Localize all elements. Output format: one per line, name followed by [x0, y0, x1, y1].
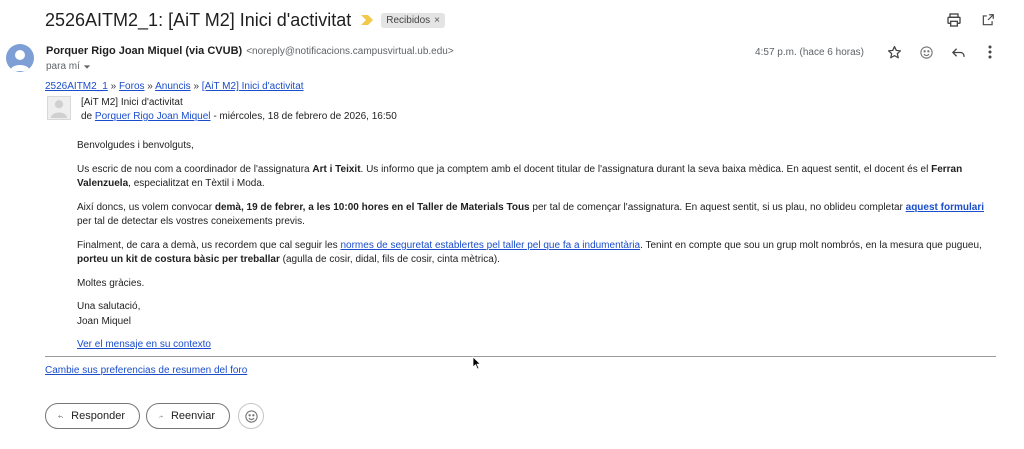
- label-remove-icon[interactable]: ×: [434, 14, 441, 26]
- paragraph-3: [77, 239, 997, 268]
- form-link[interactable]: aquest formulari: [905, 201, 984, 213]
- open-new-window-icon[interactable]: [978, 10, 998, 30]
- recipient-row[interactable]: [46, 61, 91, 72]
- breadcrumb-separator: »: [147, 81, 153, 92]
- text: Així doncs, us volem convocar: [77, 201, 215, 213]
- breadcrumb-forums[interactable]: Foros: [118, 81, 145, 92]
- post-by-prefix: de: [81, 111, 93, 122]
- caret-down-icon[interactable]: [83, 63, 91, 71]
- reply-icon[interactable]: [948, 42, 968, 62]
- post-date: - miércoles, 18 de febrero de 2026, 16:50: [213, 111, 397, 122]
- person-icon: [6, 44, 34, 72]
- post-title-block: [81, 96, 397, 124]
- signature: Joan Miquel: [77, 315, 131, 327]
- mouse-cursor-icon: [472, 356, 482, 370]
- text: per tal de detectar els vostres coneixements previs.: [77, 216, 305, 227]
- post-title: [AiT M2] Inici d'activitat: [81, 97, 183, 108]
- forward-button-label: Reenviar: [170, 410, 215, 422]
- reply-button-label: Responder: [71, 410, 125, 422]
- sender-row: [46, 45, 454, 57]
- sender-email: <noreply@notificacions.campusvirtual.ub.edu>: [246, 46, 454, 57]
- reply-actions: [45, 403, 264, 429]
- print-icon[interactable]: [944, 10, 964, 30]
- bold-text: Ferran Valenzuela: [77, 163, 963, 189]
- breadcrumb-separator: »: [110, 81, 117, 92]
- paragraph-2: [77, 201, 997, 230]
- thanks: Moltes gràcies.: [77, 277, 145, 289]
- emoji-reaction-button[interactable]: [238, 403, 264, 429]
- context-link[interactable]: Ver el mensaje en su contexto: [77, 339, 211, 350]
- text: Us escric de nou com a coordinador de l'assignatura: [77, 163, 313, 175]
- post-header: [47, 96, 397, 124]
- sender-name[interactable]: Porquer Rigo Joan Miquel (via CVUB): [46, 45, 243, 57]
- safety-rules-link[interactable]: normes de seguretat establertes pel taller pel que fa a indumentària: [340, 239, 641, 251]
- breadcrumb-post[interactable]: [AiT M2] Inici d'activitat: [201, 81, 304, 92]
- top-toolbar: [944, 10, 998, 30]
- forward-icon: [159, 410, 163, 423]
- breadcrumb-course[interactable]: 2526AITM2_1: [45, 81, 108, 92]
- subject-row: [45, 8, 445, 32]
- reply-button[interactable]: [45, 403, 140, 429]
- sender-avatar[interactable]: [6, 44, 34, 72]
- breadcrumb-announcements[interactable]: Anuncis: [155, 81, 191, 92]
- text: , especialitzat en Tèxtil i Moda.: [128, 178, 265, 189]
- forward-button[interactable]: [146, 403, 230, 429]
- text: . Us informo que ja comptem amb el docent titular de l'assignatura durant la seva baixa mèdica. En aquest sentit, el docent és el: [360, 163, 932, 175]
- label-chip-inbox[interactable]: [381, 13, 445, 28]
- text: . Tenint en compte que sou un grup molt nombrós, en la mesura que pugueu,: [640, 239, 982, 251]
- person-icon: [48, 96, 70, 119]
- greeting: Benvolgudes i benvolguts,: [77, 140, 194, 151]
- star-icon[interactable]: [884, 42, 904, 62]
- label-chip-text: Recibidos: [386, 14, 431, 26]
- recipient-label: para mí: [46, 61, 80, 72]
- emoji-icon: [244, 409, 259, 424]
- breadcrumb: [45, 81, 304, 92]
- reply-icon: [58, 410, 63, 423]
- bold-text: Art i Teixit: [312, 163, 361, 175]
- closing: Una salutació,: [77, 301, 141, 312]
- message-body: [77, 139, 997, 362]
- message-time: 4:57 p.m. (hace 6 horas): [755, 46, 864, 58]
- text: per tal de començar l'assignatura. En aquest sentit, si us plau, no oblideu completar: [529, 201, 906, 213]
- bold-text: demà, 19 de febrer, a les 10:00 hores en el Taller de Materials Tous: [214, 201, 530, 213]
- divider: [45, 356, 996, 357]
- post-byline: [81, 110, 397, 124]
- forum-preferences-link[interactable]: Cambie sus preferencias de resumen del foro: [45, 365, 248, 376]
- message-meta: [755, 42, 1000, 62]
- importance-marker-icon[interactable]: [361, 14, 373, 26]
- text: Finalment, de cara a demà, us recordem que cal seguir les: [77, 239, 341, 251]
- breadcrumb-separator: »: [193, 81, 200, 92]
- paragraph-1: [77, 163, 997, 192]
- post-author-link[interactable]: Porquer Rigo Joan Miquel: [94, 111, 211, 122]
- email-subject: 2526AITM2_1: [AiT M2] Inici d'activitat: [45, 9, 352, 30]
- emoji-icon[interactable]: [916, 42, 936, 62]
- text: (agulla de cosir, didal, fils de cosir, cinta mètrica).: [279, 254, 500, 265]
- bold-text: porteu un kit de costura bàsic per treballar: [77, 254, 280, 265]
- more-vert-icon[interactable]: [980, 42, 1000, 62]
- post-author-avatar: [47, 96, 71, 120]
